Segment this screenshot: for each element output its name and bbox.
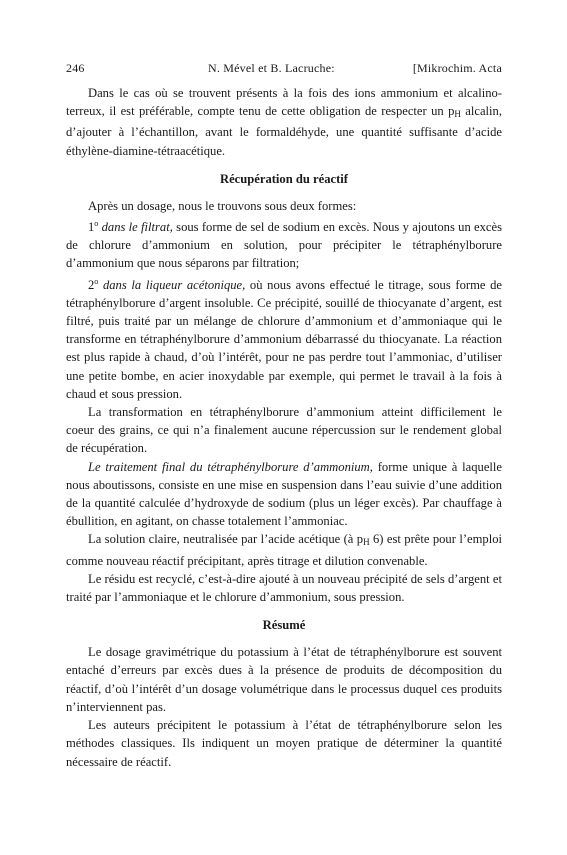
intro-text-2: alcalin, d’ajouter à l’échantillon, avant le formaldéhyde, une quantité suffisante d’acide éthylène-diamine-tétraacétique.: [66, 104, 502, 158]
item-2-text: où nous avons effectué le titrage, sous forme de tétraphénylborure d’argent insoluble. Ce précipité, souillé de thiocyanate d’argent, est filtré, puis traité par un mélange de chlorure d’ammonium et d’ammoniaque qui le transforme en tétraphénylborure d’ammonium débarrassé du thiocyanate. La réaction est plus rapide à chaud, d’où l’intérêt, pour ne pas perdre tout l’ammoniac, d’utiliser une petite bombe, en acier inoxydable par exemple, qui permet le travail à la fois à chaud et sous pression.: [66, 277, 502, 401]
page-number: 246: [66, 61, 85, 75]
recuperation-item-2: [66, 273, 502, 403]
resume-paragraph-1: Le dosage gravimétrique du potassium à l’état de tétraphénylborure est souvent entaché d’erreurs par excès dues à la présence de produits de décomposition du réactif, d’où l’intérêt d’un dosage volumétrique dans le processus duquel ces produits n’interviennent pas.: [66, 645, 502, 714]
solution-text-2: 6) est prête pour l’emploi comme nouveau réactif précipitant, après titrage et dilution convenable.: [66, 532, 502, 568]
intro-text-1: Dans le cas où se trouvent présents à la fois des ions ammonium et alcalino-terreux, il est préférable, compte tenu de cette obligation de respecter un p: [66, 86, 502, 119]
header-journal: [Mikrochim. Acta: [412, 61, 502, 75]
running-header: [66, 59, 502, 77]
ph-subscript-2: H: [363, 537, 370, 548]
solution-text-1: La solution claire, neutralisée par l’acide acétique (à p: [88, 532, 364, 547]
traitement-italic-label: Le traitement final du tétraphénylborure d’ammonium,: [88, 459, 373, 474]
traitement-text: forme unique à laquelle nous aboutissons, consiste en une mise en suspension dans l’eau suivie d’une addition de la quantité calculée d’hydroxyde de sodium (plus un léger excès). Par chauffage à ébullition, en agitant, on chasse totalement l’ammoniac.: [66, 459, 502, 529]
recuperation-item-1: [66, 215, 502, 273]
header-authors: N. Mével et B. Lacruche:: [208, 61, 335, 75]
item-1-text: sous forme de sel de sodium en excès. Nous y ajoutons un excès de chlorure d’ammonium en solution, pour précipiter le tétraphénylborure d’ammonium que nous séparons par filtration;: [66, 220, 502, 271]
recuperation-paragraph-1: Après un dosage, nous le trouvons sous deux formes:: [88, 198, 357, 213]
section-heading-recuperation: Récupération du réactif: [219, 171, 348, 186]
section-heading-resume: Résumé: [262, 618, 306, 633]
item-2-number: 2: [88, 277, 95, 292]
recuperation-paragraph-residu: Le résidu est recyclé, c’est-à-dire ajouté à un nouveau précipité de sels d’argent et traité par l’ammoniaque et le chlorure d’ammonium, sous pression.: [66, 571, 502, 605]
item-2-ordinal: o: [94, 276, 99, 286]
ph-subscript: H: [454, 109, 461, 120]
intro-paragraph: [66, 84, 502, 160]
recuperation-paragraph-transformation: La transformation en tétraphénylborure d’ammonium atteint difficilement le coeur des grains, ce qui n’a finalement aucune répercussion sur le rendement global de récupération.: [66, 405, 502, 456]
article-body: [66, 84, 502, 771]
item-1-number: 1: [88, 220, 95, 235]
item-1-ordinal: o: [94, 219, 99, 229]
recuperation-paragraph-traitement: [66, 458, 502, 531]
recuperation-paragraph-solution: [66, 530, 502, 569]
item-1-italic-label: dans le filtrat,: [101, 220, 173, 235]
resume-paragraph-2: Les auteurs précipitent le potassium à l’état de tétraphénylborure selon les méthodes classiques. Ils indiquent un moyen pratique de déterminer la quantité nécessaire de réactif.: [66, 718, 502, 769]
item-2-italic-label: dans la liqueur acétonique,: [102, 277, 246, 292]
